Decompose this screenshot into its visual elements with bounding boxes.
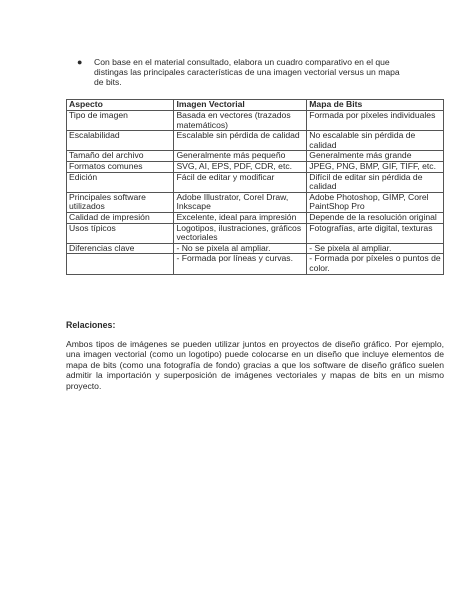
table-row xyxy=(67,212,444,223)
table-cell: - Formada por píxeles o puntos de color. xyxy=(307,254,444,274)
table-cell: - No se pixela al ampliar. xyxy=(174,243,307,254)
table-cell: - Formada por líneas y curvas. xyxy=(174,254,307,274)
table-cell: Generalmente más pequeño xyxy=(174,151,307,162)
table-cell: Calidad de impresión xyxy=(67,212,174,223)
table-cell: - Se pixela al ampliar. xyxy=(307,243,444,254)
table-cell: JPEG, PNG, BMP, GIF, TIFF, etc. xyxy=(307,161,444,172)
comparison-table xyxy=(66,99,444,275)
table-row xyxy=(67,172,444,192)
table-row xyxy=(67,223,444,243)
table-row xyxy=(67,151,444,162)
table-cell: Adobe Photoshop, GIMP, Corel PaintShop Pro xyxy=(307,192,444,212)
table-cell: Basada en vectores (trazados matemáticos) xyxy=(174,111,307,131)
table-cell: Fácil de editar y modificar xyxy=(174,172,307,192)
table-cell: Usos típicos xyxy=(67,223,174,243)
relations-heading: Relaciones: xyxy=(66,320,116,330)
instruction-text: Con base en el material consultado, elabora un cuadro comparativo en el que distingas las principales características de una imagen vectorial versus un mapa de bits. xyxy=(94,57,400,87)
table-cell: Edición xyxy=(67,172,174,192)
table-row xyxy=(67,111,444,131)
table-row xyxy=(67,161,444,172)
table-cell: Tamaño del archivo xyxy=(67,151,174,162)
table-cell: Adobe Illustrator, Corel Draw, Inkscape xyxy=(174,192,307,212)
header-mapa-de-bits: Mapa de Bits xyxy=(307,100,444,111)
table-cell: Principales software utilizados xyxy=(67,192,174,212)
table-cell xyxy=(67,254,174,274)
table-row xyxy=(67,243,444,254)
table-cell: No escalable sin pérdida de calidad xyxy=(307,131,444,151)
table-cell: Fotografías, arte digital, texturas xyxy=(307,223,444,243)
table-cell: Excelente, ideal para impresión xyxy=(174,212,307,223)
table-cell: Logotipos, ilustraciones, gráficos vectoriales xyxy=(174,223,307,243)
table-row xyxy=(67,131,444,151)
table-cell: Escalable sin pérdida de calidad xyxy=(174,131,307,151)
header-imagen-vectorial: Imagen Vectorial xyxy=(174,100,307,111)
relations-paragraph: Ambos tipos de imágenes se pueden utilizar juntos en proyectos de diseño gráfico. Por ejemplo, una imagen vectorial (como un logotipo) puede colocarse en un diseño que incluye elementos de mapa de bits (como una fotografía de fondo) gracias a que los software de diseño gráfico suelen admitir la importación y superposición de imágenes vectoriales y mapas de bits en un mismo proyecto. xyxy=(66,339,444,391)
table-cell: Formatos comunes xyxy=(67,161,174,172)
table-cell: Tipo de imagen xyxy=(67,111,174,131)
instruction-bullet xyxy=(77,57,410,87)
table-cell: Formada por píxeles individuales xyxy=(307,111,444,131)
bullet-icon: ● xyxy=(77,57,83,67)
table-cell: Generalmente más grande xyxy=(307,151,444,162)
table-cell: SVG, AI, EPS, PDF, CDR, etc. xyxy=(174,161,307,172)
header-aspecto: Aspecto xyxy=(67,100,174,111)
table-cell: Depende de la resolución original xyxy=(307,212,444,223)
table-row xyxy=(67,254,444,274)
table-cell: Difícil de editar sin pérdida de calidad xyxy=(307,172,444,192)
table-header-row xyxy=(67,100,444,111)
table-cell: Diferencias clave xyxy=(67,243,174,254)
table-row xyxy=(67,192,444,212)
table-cell: Escalabilidad xyxy=(67,131,174,151)
